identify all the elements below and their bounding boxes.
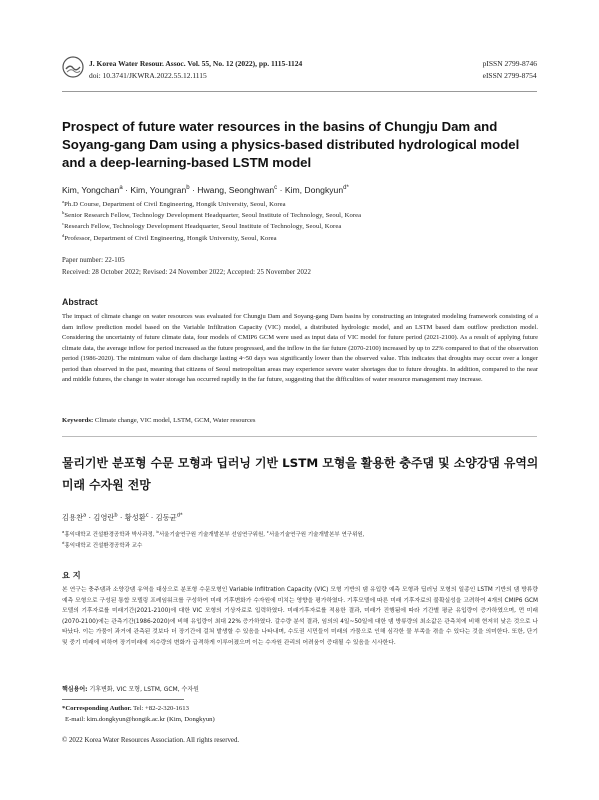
affiliation-sup: d [62, 539, 65, 545]
summary-heading: 요 지 [62, 570, 81, 580]
author-name: Kim, Dongkyun [284, 185, 344, 195]
affiliation-sup: c [266, 529, 269, 535]
affiliation-sup: a [62, 198, 65, 204]
keywords-text: Climate change, VIC model, LSTM, GCM, Water resources [94, 417, 256, 424]
journal-citation: J. Korea Water Resour. Assoc. Vol. 55, No. 12 (2022), pp. 1115-1124 [89, 59, 303, 68]
doi: doi: 10.3741/JKWRA.2022.55.12.1115 [89, 71, 207, 80]
author-name: 김동균 [155, 513, 177, 522]
affiliation-sup: b [156, 529, 159, 535]
abstract-heading: Abstract [62, 297, 98, 307]
pissn: pISSN 2799-8746 [482, 59, 537, 68]
author-sup: d* [176, 512, 183, 519]
keywords-label: Keywords: [62, 417, 94, 424]
affiliation-sup: b [62, 210, 65, 216]
author-name: Hwang, Seonghwan [197, 185, 275, 195]
affiliation-text: Research Fellow, Technology Development Headquarter, Seoul Institute of Technology, Seoul, Korea [64, 223, 342, 231]
author-separator: · [117, 513, 125, 522]
korean-title: 물리기반 분포형 수문 모형과 딥러닝 기반 LSTM 모형을 활용한 충주댐 및 소양강댐 유역의 미래 수자원 전망 [62, 456, 539, 492]
author-sup: c [145, 512, 149, 519]
author-sup: b [114, 512, 118, 519]
affiliation-text: Ph.D Course, Department of Civil Engineering, Hongik University, Seoul, Korea [64, 201, 286, 208]
keywords-label: 핵심용어: [62, 686, 88, 693]
affiliation-text: 서울기술연구원 기술개발본부 연구위원, [268, 532, 365, 538]
author-name: 황성환 [124, 513, 146, 522]
issn-block [483, 58, 537, 82]
affiliation-line [62, 530, 540, 541]
journal-logo-icon [62, 56, 84, 78]
corresponding-tel: Tel: +82-2-320-1613 [133, 705, 189, 712]
affiliation-sup: a [62, 529, 65, 535]
author-separator: · [122, 185, 131, 195]
affiliation-text: 홍익대학교 건설환경공학과 교수 [64, 542, 143, 549]
keywords-text: 기후변화, VIC 모형, LSTM, GCM, 수자원 [89, 686, 199, 693]
author-sup: c [274, 185, 278, 192]
korean-keywords [62, 684, 538, 693]
affiliation-text: 서울기술연구원 기술개발본부 선임연구위원, [158, 532, 267, 538]
english-title: Prospect of future water resources in the basins of Chungju Dam and Soyang-gang Dam using a physics-based distributed hydrological model and a deep-learning-based LSTM model [62, 119, 520, 170]
affiliation-text: 홍익대학교 건설환경공학과 박사과정, [64, 532, 157, 538]
affiliation [62, 199, 537, 210]
author-separator: · [86, 513, 94, 522]
received-dates: Received: 28 October 2022; Revised: 24 November 2022; Accepted: 25 November 2022 [62, 269, 312, 276]
corresponding-label: *Corresponding Author. [62, 705, 132, 712]
corresponding-author [62, 704, 215, 725]
affiliation [62, 210, 537, 221]
korean-affiliations [62, 530, 540, 551]
corresponding-line [62, 704, 215, 715]
author-name: Kim, Youngran [130, 185, 187, 195]
author-sup: a [83, 512, 87, 519]
eissn: eISSN 2799-8754 [482, 71, 537, 80]
english-authors [62, 185, 349, 195]
affiliation-text: Senior Research Fellow, Technology Development Headquarter, Seoul Institute of Technology, Seoul, Korea [64, 212, 362, 220]
author-name: 김용찬 [62, 513, 84, 522]
author-sup: a [119, 185, 123, 192]
paper-number: Paper number: 22-105 [62, 257, 125, 264]
english-affiliations [62, 199, 537, 244]
footnote-divider [62, 699, 184, 700]
corresponding-email: E-mail: kim.dongkyun@hongik.ac.kr (Kim, Dongkyun) [65, 715, 215, 723]
affiliation-sup: c [62, 221, 65, 227]
author-separator: · [148, 513, 156, 522]
paper-info [62, 255, 311, 279]
header-divider [62, 91, 537, 92]
english-keywords [62, 417, 538, 424]
affiliation [62, 233, 537, 244]
korean-authors [62, 513, 183, 523]
author-sup: d* [343, 185, 349, 192]
affiliation-sup: d [62, 232, 65, 238]
affiliation-line [62, 541, 540, 552]
author-name: Kim, Yongchan [62, 185, 120, 195]
author-name: 김영란 [93, 513, 115, 522]
section-divider [62, 436, 537, 437]
abstract-text: The impact of climate change on water resources was evaluated for Chungju Dam and Soyang-gang Dam basins by constructing an integrated modeling framework consisting of a dam inflow prediction model based on the Variable Infiltration Capacity (VIC) model, a distributed hydrologic model, and an LSTM based dam outflow prediction model. Considering the uncertainty of future climate data, four models of CMIP6 GCM were used as input data of VIC model for future period (2021-2100). As a result of applying future climate data, the average inflow for period increased as the future progressed, and the inflow in the far future (2070-2100) increased by up to 22% compared to that of the observation period (1986-2020). The minimum value of dam discharge lasting 4~50 days was significantly lower than the observed value. This indicates that droughts may occur over a longer period than observed in the past, meaning that citizens of Seoul metropolitan areas may experience severe water shortages due to future droughts. In addition, compared to the near and middle futures, the change in water storage has occurred rapidly in the far future, suggesting that the difficulties of water resource management may increase. [62, 313, 538, 383]
journal-header [89, 58, 302, 82]
korean-summary: 본 연구는 충주댐과 소양강댐 유역을 대상으로 분포형 수문모형인 Variable Infiltration Capacity (VIC) 모형 기반의 댐 유입량 예측 모형과 딥러닝 모형의 일종인 LSTM 기반의 댐 방류량 예측 모형으로 구성된 통합 모델링 프레임워크를 구성하여 미래 기후변화가 수자원에 미치는 영향을 평가하였다. 기후모델에 따른 미래 기후자료의 불확실성을 고려하여 4개의 CMIP6 GCM 모델의 기후자료를 미래기간(2021-2100)에 대한 VIC 모형의 기상자료로 입력하였다. 미래기후자료를 적용한 결과, 미래가 진행됨에 따라 기간별 평균 유입량이 증가하였으며, 먼 미래(2070-2100)에는 관측기간(1986-2020)에 비해 유입량이 최대 22% 증가하였다. 갈수량 분석 결과, 임의의 4일~50일에 대한 댐 방류량의 최소값은 관측치에 비해 현저히 낮은 것으로 나타났다. 이는 가뭄이 과거에 관측된 것보다 더 장기간에 걸쳐 발생할 수 있음을 나타내며, 수도권 시민들이 미래의 가뭄으로 인해 심각한 물 부족을 겪을 수 있다는 것을 의미한다. 또한, 단기 및 중기 미래에 비하여 장기미래에 저수량의 변화가 급격하게 이루어졌으며 이는 수자원 관리의 어려움이 증대될 수 있음을 시사한다. [62, 587, 539, 646]
affiliation-text: Professor, Department of Civil Engineering, Hongik University, Seoul, Korea [64, 234, 277, 242]
author-separator: · [189, 185, 198, 195]
author-sup: b [186, 185, 190, 192]
affiliation [62, 221, 537, 232]
author-separator: · [277, 185, 285, 195]
copyright: © 2022 Korea Water Resources Association. All rights reserved. [62, 737, 240, 744]
